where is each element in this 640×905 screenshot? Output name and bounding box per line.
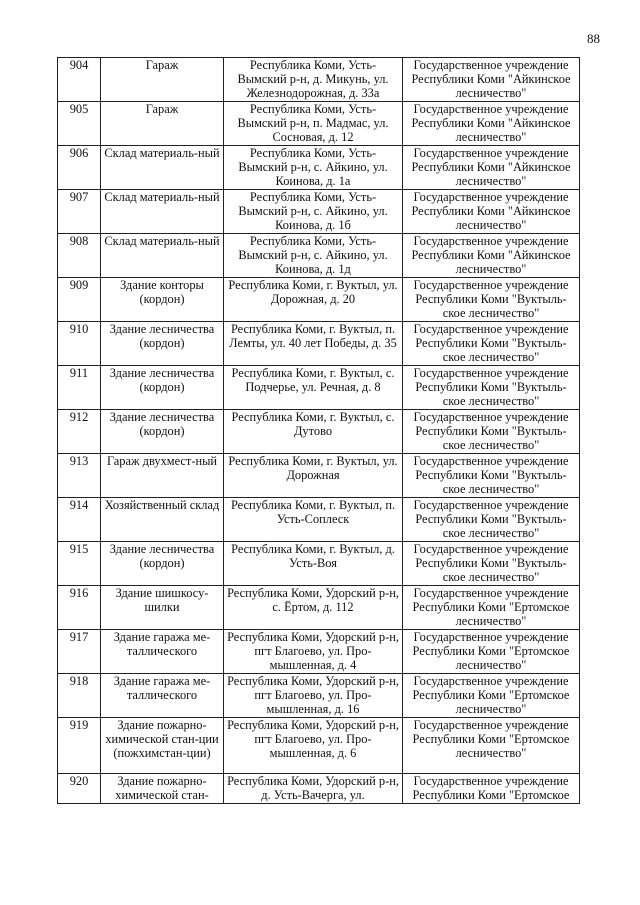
table-row (58, 674, 580, 718)
row-number-cell: 915 (58, 542, 101, 586)
holder-organization-cell: Государственное учреждение Республики Коми "Айкинское лесничество" (403, 58, 580, 102)
table-row (58, 498, 580, 542)
object-name-cell: Склад материаль-ный (101, 146, 224, 190)
table-row (58, 630, 580, 674)
object-address-cell: Республика Коми, Удорский р-н, пгт Благоево, ул. Про-мышленная, д. 6 (224, 718, 403, 774)
holder-organization-cell: Государственное учреждение Республики Коми "Вуктыль-ское лесничество" (403, 498, 580, 542)
row-number-cell: 912 (58, 410, 101, 454)
object-name-cell: Здание шишкосу-шилки (101, 586, 224, 630)
object-address-cell: Республика Коми, г. Вуктыл, с. Дутово (224, 410, 403, 454)
holder-organization-cell: Государственное учреждение Республики Коми "Айкинское лесничество" (403, 190, 580, 234)
holder-organization-cell: Государственное учреждение Республики Коми "Ертомское лесничество" (403, 674, 580, 718)
holder-organization-cell: Государственное учреждение Республики Коми "Ертомское лесничество" (403, 718, 580, 774)
object-address-cell: Республика Коми, Усть-Вымский р-н, д. Микунь, ул. Железнодорожная, д. 33а (224, 58, 403, 102)
table-row (58, 366, 580, 410)
row-number-cell: 908 (58, 234, 101, 278)
row-number-cell: 920 (58, 774, 101, 804)
table-row (58, 190, 580, 234)
table-row (58, 542, 580, 586)
holder-organization-cell: Государственное учреждение Республики Коми "Ертомское лесничество" (403, 630, 580, 674)
object-name-cell: Склад материаль-ный (101, 190, 224, 234)
table-row (58, 58, 580, 102)
object-address-cell: Республика Коми, г. Вуктыл, ул. Дорожная (224, 454, 403, 498)
object-address-cell: Республика Коми, Удорский р-н, д. Усть-Вачерга, ул. (224, 774, 403, 804)
object-name-cell: Здание лесничества (кордон) (101, 410, 224, 454)
row-number-cell: 904 (58, 58, 101, 102)
object-name-cell: Здание лесничества (кордон) (101, 366, 224, 410)
object-address-cell: Республика Коми, Усть-Вымский р-н, с. Айкино, ул. Коинова, д. 1б (224, 190, 403, 234)
row-number-cell: 914 (58, 498, 101, 542)
object-name-cell: Гараж (101, 58, 224, 102)
object-name-cell: Гараж (101, 102, 224, 146)
table-row (58, 774, 580, 804)
object-name-cell: Гараж двухмест-ный (101, 454, 224, 498)
table-row (58, 454, 580, 498)
object-name-cell: Здание лесничества (кордон) (101, 542, 224, 586)
holder-organization-cell: Государственное учреждение Республики Коми "Вуктыль-ское лесничество" (403, 278, 580, 322)
row-number-cell: 911 (58, 366, 101, 410)
registry-table-body (58, 58, 580, 804)
table-row (58, 278, 580, 322)
table-row (58, 586, 580, 630)
row-number-cell: 907 (58, 190, 101, 234)
holder-organization-cell: Государственное учреждение Республики Коми "Вуктыль-ское лесничество" (403, 542, 580, 586)
row-number-cell: 919 (58, 718, 101, 774)
object-address-cell: Республика Коми, Усть-Вымский р-н, п. Мадмас, ул. Сосновая, д. 12 (224, 102, 403, 146)
row-number-cell: 910 (58, 322, 101, 366)
holder-organization-cell: Государственное учреждение Республики Коми "Вуктыль-ское лесничество" (403, 366, 580, 410)
holder-organization-cell: Государственное учреждение Республики Коми "Вуктыль-ское лесничество" (403, 454, 580, 498)
object-address-cell: Республика Коми, г. Вуктыл, с. Подчерье, ул. Речная, д. 8 (224, 366, 403, 410)
table-row (58, 322, 580, 366)
object-address-cell: Республика Коми, Усть-Вымский р-н, с. Айкино, ул. Коинова, д. 1а (224, 146, 403, 190)
object-address-cell: Республика Коми, г. Вуктыл, ул. Дорожная, д. 20 (224, 278, 403, 322)
holder-organization-cell: Государственное учреждение Республики Коми "Ертомское (403, 774, 580, 804)
row-number-cell: 909 (58, 278, 101, 322)
page-number: 88 (587, 31, 600, 46)
object-name-cell: Здание лесничества (кордон) (101, 322, 224, 366)
holder-organization-cell: Государственное учреждение Республики Коми "Айкинское лесничество" (403, 102, 580, 146)
object-name-cell: Здание пожарно-химической стан- (101, 774, 224, 804)
row-number-cell: 917 (58, 630, 101, 674)
holder-organization-cell: Государственное учреждение Республики Коми "Айкинское лесничество" (403, 146, 580, 190)
row-number-cell: 918 (58, 674, 101, 718)
table-row (58, 234, 580, 278)
row-number-cell: 913 (58, 454, 101, 498)
row-number-cell: 906 (58, 146, 101, 190)
object-address-cell: Республика Коми, Удорский р-н, с. Ёртом, д. 112 (224, 586, 403, 630)
object-address-cell: Республика Коми, Усть-Вымский р-н, с. Айкино, ул. Коинова, д. 1д (224, 234, 403, 278)
property-registry-table (57, 57, 580, 804)
row-number-cell: 916 (58, 586, 101, 630)
object-address-cell: Республика Коми, Удорский р-н, пгт Благоево, ул. Про-мышленная, д. 16 (224, 674, 403, 718)
object-address-cell: Республика Коми, Удорский р-н, пгт Благоево, ул. Про-мышленная, д. 4 (224, 630, 403, 674)
row-number-cell: 905 (58, 102, 101, 146)
holder-organization-cell: Государственное учреждение Республики Коми "Айкинское лесничество" (403, 234, 580, 278)
object-name-cell: Здание гаража ме-таллического (101, 630, 224, 674)
object-address-cell: Республика Коми, г. Вуктыл, п. Усть-Соплеск (224, 498, 403, 542)
table-row (58, 410, 580, 454)
table-row (58, 718, 580, 774)
holder-organization-cell: Государственное учреждение Республики Коми "Вуктыль-ское лесничество" (403, 410, 580, 454)
object-name-cell: Хозяйственный склад (101, 498, 224, 542)
table-row (58, 102, 580, 146)
object-address-cell: Республика Коми, г. Вуктыл, п. Лемты, ул. 40 лет Победы, д. 35 (224, 322, 403, 366)
holder-organization-cell: Государственное учреждение Республики Коми "Вуктыль-ское лесничество" (403, 322, 580, 366)
table-row (58, 146, 580, 190)
holder-organization-cell: Государственное учреждение Республики Коми "Ертомское лесничество" (403, 586, 580, 630)
object-name-cell: Здание конторы (кордон) (101, 278, 224, 322)
object-name-cell: Склад материаль-ный (101, 234, 224, 278)
object-name-cell: Здание пожарно-химической стан-ции (пожхимстан-ции) (101, 718, 224, 774)
object-name-cell: Здание гаража ме-таллического (101, 674, 224, 718)
object-address-cell: Республика Коми, г. Вуктыл, д. Усть-Воя (224, 542, 403, 586)
